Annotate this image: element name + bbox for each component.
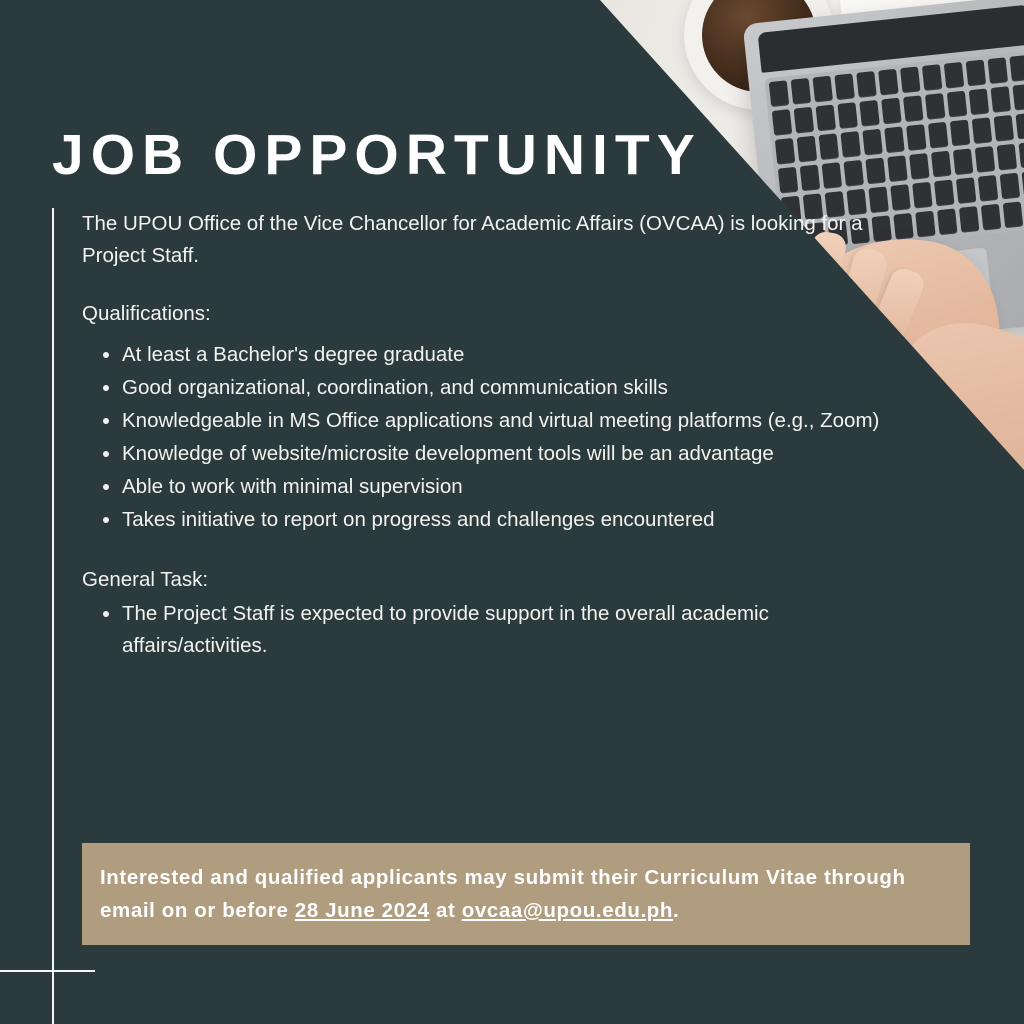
list-item: • At least a Bachelor's degree graduate (122, 339, 902, 371)
general-task-label: General Task: (82, 567, 209, 591)
spacer (82, 538, 902, 564)
email-link[interactable]: ovcaa@upou.edu.ph (461, 899, 673, 922)
general-task-list (82, 598, 902, 662)
list-item: • Takes initiative to report on progress and challenges encountered (122, 504, 902, 536)
poster-body (82, 208, 902, 663)
page-title: JOB OPPORTUNITY (52, 123, 702, 187)
application-instructions-box (82, 843, 970, 945)
qualifications-list (82, 339, 902, 537)
poster-content (52, 0, 1024, 1024)
list-item: • Knowledgeable in MS Office applications and virtual meeting platforms (e.g., Zoom) (122, 405, 902, 437)
cta-text-part3: . (673, 899, 680, 922)
list-item: • Able to work with minimal supervision (122, 471, 902, 503)
intro-paragraph: The UPOU Office of the Vice Chancellor for Academic Affairs (OVCAA) is looking for a Project Staff. (82, 212, 863, 268)
cta-text-part1: Interested and qualified applicants may submit their Curriculum Vitae through email on or before (100, 865, 906, 922)
list-item: • Good organizational, coordination, and communication skills (122, 372, 902, 404)
list-item: • The Project Staff is expected to provide support in the overall academic affairs/activities. (122, 598, 902, 662)
qualifications-label: Qualifications: (82, 302, 211, 326)
deadline-date: 28 June 2024 (294, 899, 430, 922)
application-instructions-text (100, 861, 952, 927)
cta-text-part2: at (429, 899, 462, 922)
list-item: • Knowledge of website/microsite development tools will be an advantage (122, 438, 902, 470)
